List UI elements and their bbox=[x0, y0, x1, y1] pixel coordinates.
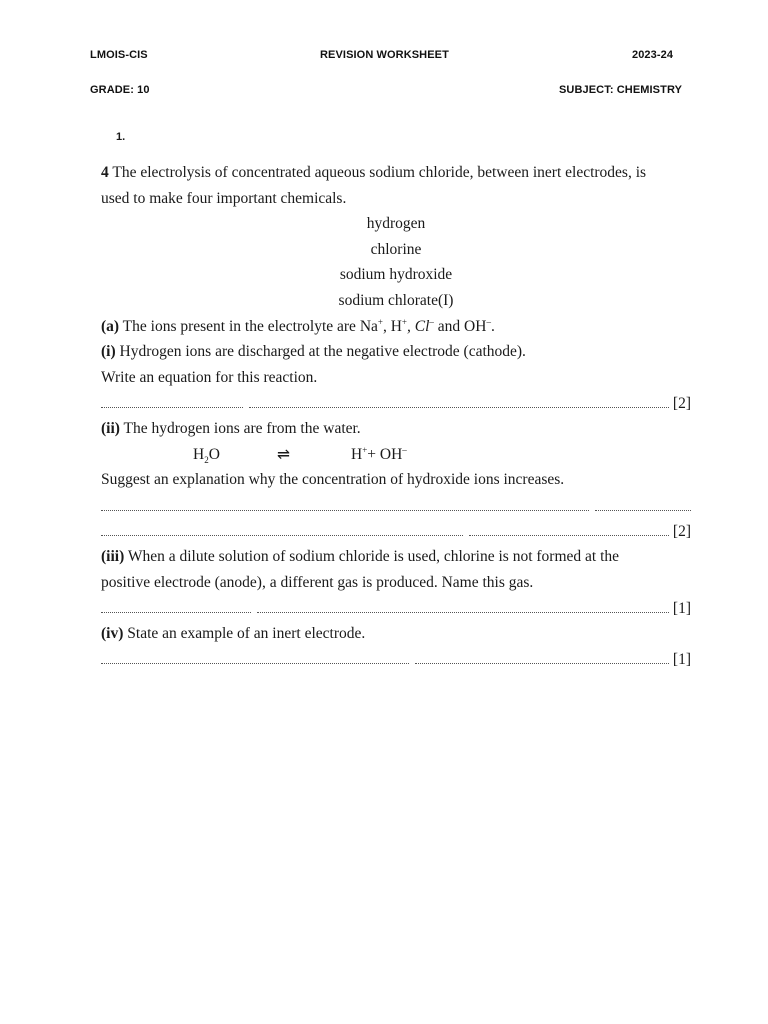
part-ii-prompt: Suggest an explanation why the concentration of hydroxide ions increases. bbox=[101, 471, 565, 489]
chemical-item: sodium hydroxide bbox=[339, 266, 453, 284]
part-iii-line-2: positive electrode (anode), a different gas is produced. Name this gas. bbox=[101, 573, 534, 591]
part-i: (i) Hydrogen ions are discharged at the negative electrode (cathode). bbox=[101, 343, 526, 361]
chemical-item: hydrogen bbox=[366, 215, 426, 233]
part-ii: (ii) The hydrogen ions are from the water. bbox=[101, 419, 361, 437]
part-iv: (iv) State an example of an inert electrode. bbox=[101, 624, 366, 642]
academic-year: 2023-24 bbox=[632, 49, 674, 61]
marks-label: [2] bbox=[672, 523, 691, 541]
chemical-item: sodium chlorate(I) bbox=[338, 291, 454, 309]
water-equation: $H_2O$ ⇌ H++ OH– bbox=[193, 444, 407, 465]
answer-line-ii-1[interactable] bbox=[101, 493, 691, 519]
question-number: 1. bbox=[116, 131, 126, 143]
answer-line-i[interactable] bbox=[101, 390, 691, 416]
marks-label: [1] bbox=[672, 651, 691, 669]
worksheet-title: REVISION WORKSHEET bbox=[320, 49, 449, 61]
marks-label: [2] bbox=[672, 395, 691, 413]
part-iii: (iii) When a dilute solution of sodium chloride is used, chlorine is not formed at the bbox=[101, 547, 620, 565]
answer-line-iv[interactable] bbox=[101, 646, 691, 672]
part-a: (a) The ions present in the electrolyte are Na+, H+, Cl– and OH–. bbox=[101, 316, 495, 335]
part-i-prompt: Write an equation for this reaction. bbox=[101, 368, 318, 386]
subject-label: SUBJECT: CHEMISTRY bbox=[559, 84, 683, 96]
intro-line-1: 4 The electrolysis of concentrated aqueous sodium chloride, between inert electrodes, is bbox=[101, 164, 647, 181]
intro-line-2: used to make four important chemicals. bbox=[101, 189, 347, 207]
grade-label: GRADE: 10 bbox=[90, 84, 150, 96]
school-name: LMOIS-CIS bbox=[90, 49, 148, 61]
marks-label: [1] bbox=[672, 600, 691, 618]
answer-line-ii-2[interactable] bbox=[101, 518, 691, 544]
answer-line-iii[interactable] bbox=[101, 595, 691, 621]
chemical-item: chlorine bbox=[370, 240, 422, 258]
question-body bbox=[101, 160, 691, 672]
